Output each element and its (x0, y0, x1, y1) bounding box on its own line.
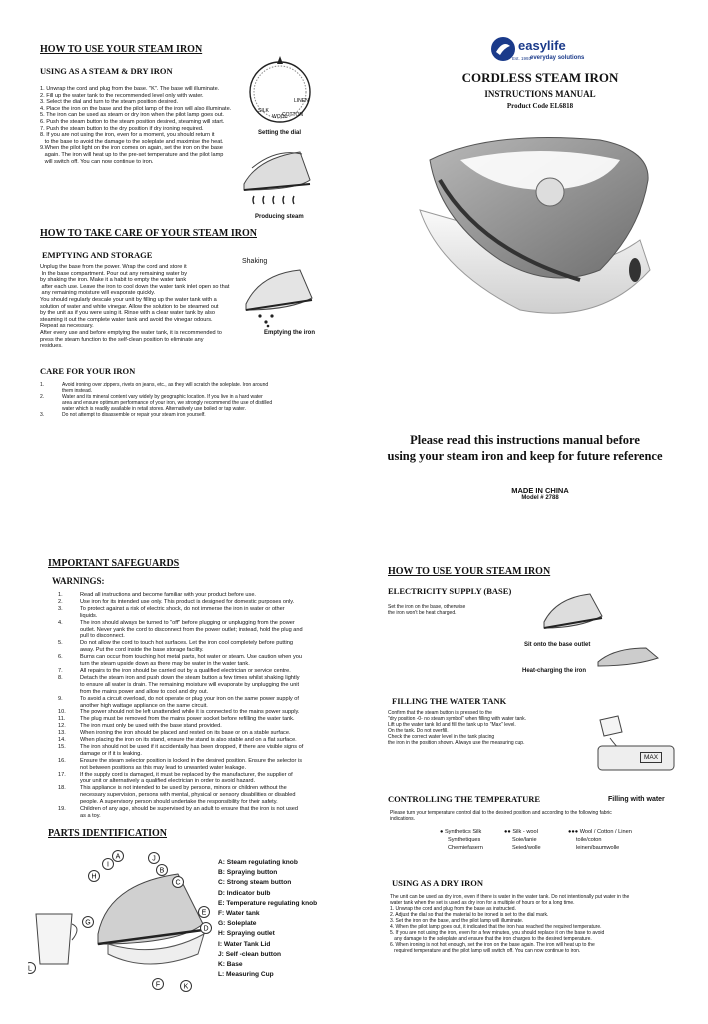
caption-setting-dial: Setting the dial (258, 130, 302, 136)
item-number (58, 813, 80, 820)
text-line: J: Self -clean button (218, 950, 282, 958)
care-for-iron-heading: CARE FOR YOUR IRON (40, 366, 136, 376)
item-number: 16. (58, 757, 66, 764)
text-line: "dry position -0- no steam symbol" when filling with water tank. (388, 716, 527, 722)
fabric-column (504, 828, 541, 852)
item-number: 11. (58, 716, 66, 723)
item-text: damage or if it is leaking. (80, 750, 142, 757)
fabric-fr: Synthetiques (448, 837, 481, 843)
base-outlet-illustration (540, 588, 610, 638)
fabric-column (568, 828, 632, 852)
list-item (58, 661, 348, 668)
item-number (58, 751, 80, 758)
part-letter-b: B (159, 867, 165, 875)
item-number (58, 647, 80, 654)
text-line: will switch off. You can now continue to iron. (40, 158, 154, 165)
list-item (58, 613, 348, 620)
item-text: Do not allow the cord to touch hot surfaces. Let the iron cool completely before putting (80, 640, 293, 647)
dial-label-wool: WOOL (272, 114, 288, 120)
steam-dry-subheading: USING AS A STEAM & DRY IRON (40, 66, 173, 76)
item-text: Detach the steam iron and push down the steam button a few times whilst shaking lightly (80, 674, 300, 681)
list-item (58, 765, 348, 772)
item-number: 8. (58, 674, 63, 681)
item-text: Read all instructions and become familiar with your product before use. (80, 592, 256, 598)
text-line: Unplug the base from the power. Wrap the cord and store it (40, 264, 187, 270)
text-line: In the base compartment. Pour out any remaining water by (40, 270, 188, 277)
heat-charge-illustration (594, 646, 664, 668)
list-item (58, 737, 348, 744)
item-number: 14. (58, 737, 66, 744)
item-text: people. A supervisory person should undertake the responsibility for their safety. (80, 799, 278, 806)
text-line: B: Spraying button (218, 869, 278, 877)
parts-diagram (28, 844, 218, 992)
text-line: Repeat as necessary. (40, 323, 94, 330)
text-line: 7. Push the steam button to the dry position if dry ironing required. (40, 125, 204, 132)
fabric-name: Synthetics Silk (444, 829, 482, 835)
item-text: Water and its mineral content vary widely by geographic location. If you live in a hard water (62, 394, 263, 400)
item-text: The iron should always be turned to "off" before plugging or unplugging from the power (80, 619, 295, 626)
text-line: 2. Fill up the water tank to the recommended level only with water. (40, 92, 204, 99)
item-text: Children of any age, should be supervised by an adult to ensure that the iron is not used (80, 806, 298, 813)
item-number (58, 633, 80, 640)
item-text: from the mains power and allow to cool and dry out. (80, 688, 209, 695)
text-line: 3. Select the dial and turn to the steam position desired. (40, 99, 179, 106)
text-line: indications. (390, 816, 416, 822)
list-item (58, 730, 348, 737)
text-line: steaming it out the complete water tank and avoid the vinegar odours. (40, 316, 213, 323)
cover-iron-photo (400, 120, 660, 330)
text-line: L: Measuring Cup (218, 971, 274, 979)
part-letter-g: G (85, 919, 91, 927)
item-number: 7. (58, 667, 63, 674)
item-text: area and ensure optimum performance of your iron, we strongly recommend the use of distilled (62, 400, 273, 406)
item-text: to ensure all water is drain. The remaining moisture will evaporate by unplugging the unit (80, 681, 300, 688)
list-item (58, 799, 348, 806)
care-heading: HOW TO TAKE CARE OF YOUR STEAM IRON (40, 228, 257, 239)
fabric-name: Silk - wool (512, 829, 538, 835)
part-letter-k: K (183, 983, 189, 991)
made-in-china: MADE IN CHINA (511, 486, 569, 495)
item-text: another high wattage appliance on the same circuit. (80, 702, 208, 709)
item-number (58, 627, 80, 634)
fabric-dots: ●● (504, 829, 511, 835)
item-number: 2. (40, 394, 45, 400)
item-number: 13. (58, 730, 66, 737)
item-text: To avoid a circuit overload, do not operate or plug your iron on the same power supply of (80, 695, 299, 702)
text-line: The unit can be used as dry iron, even if there is water in the water tank. Do not intentionally put water in the (390, 894, 630, 900)
text-line: 9.When the pilot light on the iron comes on again, set the iron on the base (40, 145, 223, 152)
list-item (58, 785, 348, 792)
text-line: 5. The iron can be used as steam or dry iron when the pilot lamp goes out. (40, 112, 224, 119)
temperature-text (390, 810, 650, 822)
parts-heading: PARTS IDENTIFICATION (48, 828, 168, 839)
text-line: 2. Adjust the dial so that the material to be ironed is set to the dial mark. (390, 912, 549, 918)
item-number: 3. (58, 605, 63, 612)
text-line: any remaining moisture will evaporate quickly. (40, 290, 156, 297)
fabric-de: leinen/baumwolle (576, 845, 620, 851)
item-text: The plug must be removed from the mains power socket before refilling the water tank. (80, 716, 295, 723)
item-number (58, 661, 80, 668)
item-text: not between positions as this may lead to unwanted water leakage. (80, 764, 247, 771)
safeguards-heading: IMPORTANT SAFEGUARDS (48, 558, 180, 569)
list-item (58, 668, 348, 675)
list-item (58, 647, 348, 654)
list-item (58, 806, 348, 813)
text-line: water tank when the set is used as dry iron for a multiple of hours or for a long time. (390, 900, 575, 906)
text-line: H: Spraying outlet (218, 930, 275, 938)
text-line: F: Water tank (218, 910, 260, 918)
list-item (58, 682, 348, 689)
item-text: This appliance is not intended to be used by persons, minors or children without the (80, 785, 287, 792)
item-number (58, 689, 80, 696)
warnings-list (58, 592, 348, 820)
read-manual-notice (340, 432, 708, 464)
shaking-label: Shaking (242, 258, 268, 265)
read-line-1: Please read this instructions manual before (410, 433, 640, 447)
item-number: 18. (58, 785, 66, 792)
text-line: After every use and before emptying the water tank, it is recommended to (40, 329, 222, 336)
steam-iron-illustration (236, 140, 316, 214)
parts-list (218, 858, 348, 980)
list-item (58, 627, 348, 634)
item-number: 19. (58, 806, 66, 813)
how-to-use-heading: HOW TO USE YOUR STEAM IRON (40, 44, 203, 55)
part-letter-c: C (175, 879, 181, 887)
item-number (58, 799, 80, 806)
fabric-de: Chemiefasern (448, 845, 483, 851)
text-line: 6. Push the steam button to the steam position desired, steaming will start. (40, 118, 225, 125)
electricity-text (388, 604, 528, 616)
caption-producing-steam: Producing steam (255, 214, 304, 220)
text-line: 5. If you are not using the iron, even for a few minutes, you should replace it on the base to avoid (390, 930, 605, 936)
item-number (58, 613, 80, 620)
fabric-name-row (568, 828, 632, 836)
filling-text (388, 710, 588, 746)
item-number: 9. (58, 695, 63, 702)
item-text: The power should not be left unattended while it is connected to the mains power supply. (80, 709, 300, 716)
item-number: 15. (58, 743, 66, 750)
text-line: On the tank. Do not overfill. (388, 728, 449, 734)
filling-water-illustration (590, 712, 680, 772)
text-line: 1. Unwrap the cord and plug from the base. "K". The base will illuminate. (40, 86, 220, 92)
product-code: Product Code EL6818 (506, 102, 574, 110)
text-line: 4. When the pilot lamp goes out, it indicated that the iron has reached the required temperature. (390, 924, 602, 930)
text-line: Check the correct water level in the tank placing (388, 734, 495, 740)
text-line: A: Steam regulating knob (218, 859, 298, 866)
part-letter-i: I (107, 861, 109, 869)
text-line: 4. Place the iron on the base and the pilot lamp of the iron will also illuminate. (40, 105, 232, 112)
text-line: required temperature and the pilot lamp will switch off. You can now continue to iron. (390, 948, 581, 954)
text-line: residues. (40, 343, 63, 350)
text-line: Please turn your temperature control dial to the desired position and according to the following fabric (390, 810, 612, 816)
care-for-iron-list (40, 382, 290, 418)
item-text: The iron must only be used with the base stand provided. (80, 723, 222, 730)
text-line: by shaking the iron. Make it a habit to empty the water tank (40, 277, 187, 284)
brand-tagline: everyday solutions (530, 55, 585, 61)
fabric-settings (440, 828, 690, 858)
list-item (58, 675, 348, 682)
text-line: 6. When ironing is not hot enough, set the iron on the base again. The iron will heat up to the (390, 942, 595, 948)
dial-label-silk: SILK (258, 108, 269, 114)
item-number: 5. (58, 640, 63, 647)
dial-label-linen: LINEN (294, 98, 309, 104)
item-text: All repairs to the iron should be carried out by a qualified electrician or service centre. (80, 667, 291, 674)
fabric-de: Seied/wolle (512, 845, 541, 851)
list-item (58, 640, 348, 647)
text-line: the iron won't be heat charged. (388, 610, 457, 616)
item-number: 2. (58, 598, 63, 605)
list-item (58, 703, 348, 710)
electricity-heading: ELECTRICITY SUPPLY (BASE) (388, 586, 512, 596)
item-number: 12. (58, 723, 66, 730)
emptying-storage-text (40, 264, 270, 350)
item-text: When ironing the iron should be placed and rested on its base or on a stable surface. (80, 730, 291, 737)
text-line: G: Soleplate (218, 920, 257, 928)
item-text: your unit or alternatively a qualified electrician in order to avoid hazard. (80, 778, 256, 785)
list-item (58, 758, 348, 765)
part-letter-d: D (203, 925, 209, 933)
text-line: the iron in the position shown. Always use the measuring cup. (388, 740, 525, 746)
list-item (58, 792, 348, 799)
item-text: The iron should not be used if it accidentally has been dropped, if there are visible signs of (80, 743, 304, 750)
list-item (58, 689, 348, 696)
filling-heading: FILLING THE WATER TANK (392, 696, 507, 706)
part-letter-e: E (201, 909, 207, 917)
item-number: 17. (58, 771, 66, 778)
text-line: any damage to the soleplate and ensure that the iron charges to the desired temperature. (390, 936, 592, 942)
text-line: I: Water Tank Lid (218, 940, 271, 948)
dial-illustration (244, 50, 316, 132)
item-text: them instead. (62, 388, 93, 394)
item-text: as a toy. (80, 813, 101, 819)
item-number: 3. (40, 412, 45, 418)
dry-iron-text (390, 894, 690, 954)
item-number (58, 703, 80, 710)
text-line: again. The iron will heat up to the pre-set temperature and the pilot lamp (40, 151, 224, 158)
list-item (40, 412, 290, 418)
item-text: necessary supervision, persons with mental, physical or sensory disabilities or disabled (80, 792, 296, 799)
dry-iron-heading: USING AS A DRY IRON (392, 878, 484, 888)
fabric-name-row (440, 828, 483, 836)
fabric-fr: Soie/lanie (512, 837, 537, 843)
text-line: 8. If you are not using the iron, even for a moment, you should return it (40, 132, 215, 139)
text-line: 1. Unwrap the cord and plug from the base as instructed. (390, 906, 516, 912)
item-text: Use iron for its intended use only. This product is designed for domestic purposes only. (80, 598, 295, 605)
list-item (58, 709, 348, 716)
item-number: 4. (58, 619, 63, 626)
item-number: 10. (58, 709, 66, 716)
item-number: 6. (58, 654, 63, 661)
caption-emptying-iron: Emptying the iron (264, 330, 315, 336)
temperature-heading: CONTROLLING THE TEMPERATURE (388, 794, 541, 804)
brand-est: Est. 1993 (512, 56, 532, 61)
item-text: Burns can occur from touching hot metal parts, hot water or steam. Use caution when you (80, 654, 302, 661)
text-line: C: Strong steam button (218, 879, 292, 887)
list-item (58, 723, 348, 730)
item-text: liquids. (80, 612, 98, 619)
read-line-2: using your steam iron and keep for future reference (387, 449, 663, 463)
part-letter-a: A (115, 853, 121, 861)
item-number (58, 792, 80, 799)
part-letter-j: J (152, 855, 156, 863)
fabric-dots: ●●● (568, 829, 579, 835)
list-item (58, 716, 348, 723)
steam-dry-steps (40, 86, 250, 165)
text-line: Set the iron on the base, otherwise (388, 604, 466, 610)
fabric-name: Wool / Cotton / Linen (579, 829, 632, 835)
text-line: K: Base (218, 961, 243, 969)
cover-title: CORDLESS STEAM IRON (461, 70, 619, 85)
list-item (58, 599, 348, 606)
item-number: 1. (58, 592, 63, 598)
item-number (58, 778, 80, 785)
list-item (58, 813, 348, 820)
fabric-dots: ● (440, 829, 444, 835)
item-number (58, 682, 80, 689)
list-item (58, 696, 348, 703)
list-item (58, 778, 348, 785)
item-text: To protect against a risk of electric shock, do not immerse the iron in water or other (80, 605, 285, 612)
text-line: press the steam function to the self-clean position to eliminate any (40, 336, 204, 343)
list-item (58, 751, 348, 758)
cover-manual: INSTRUCTIONS MANUAL (484, 89, 596, 99)
text-line: Confirm that the steam button is pressed to the (388, 710, 492, 716)
text-line: by the unit as if you were using it. Rinse with a clear water tank by also (40, 310, 216, 317)
item-text: When placing the iron on its stand, ensure the stand is also stable and on a flat surface. (80, 737, 297, 744)
item-text: pull to disconnect. (80, 633, 125, 640)
list-item (58, 633, 348, 640)
caption-sit-base: Sit onto the base outlet (524, 642, 591, 648)
list-item (58, 744, 348, 751)
list-item (58, 592, 348, 599)
list-item (58, 606, 348, 613)
caption-heat-charge: Heat-charging the iron (522, 668, 587, 674)
brand-name: easylife (518, 38, 566, 53)
fabric-name-row (504, 828, 541, 836)
item-text: away. Put the cord inside the base storage facility. (80, 647, 204, 654)
emptying-iron-illustration (240, 264, 320, 328)
text-line: D: Indicator bulb (218, 889, 271, 897)
item-number (58, 765, 80, 772)
text-line: after each use. Leave the iron to cool down the water tank inlet open so that (40, 283, 230, 290)
list-item (58, 772, 348, 779)
part-letter-l: L (28, 965, 32, 973)
fabric-fr: toile/coton (576, 837, 602, 843)
item-number: 1. (40, 382, 45, 388)
text-line: to the base to avoid the damage to the soleplate and maximise the heat. (40, 138, 224, 145)
text-line: solution of water and white vinegar. Allow the solution to be steamed out (40, 303, 219, 310)
max-level-label: MAX (640, 752, 662, 763)
text-line: 3. Set the iron on the base, and the pilot lamp will illuminate. (390, 918, 524, 924)
item-text: water which is readily available in retail stores. Alternatively use boiled or tap water. (62, 406, 246, 412)
dial-label-cotton: COTTON (282, 112, 304, 118)
item-text: Avoid ironing over zippers, rivets on jeans, etc., as they will scratch the soleplate. Iron around (62, 382, 269, 388)
list-item (58, 620, 348, 627)
emptying-storage-subheading: EMPTYING AND STORAGE (42, 250, 153, 260)
item-text: If the supply cord is damaged, it must be replaced by the manufacturer, the supplier of (80, 771, 293, 778)
item-text: outlet. Never yank the cord to disconnect from the power outlet; instead, hold the plug and (80, 626, 303, 633)
list-item (58, 654, 348, 661)
item-text: Ensure the steam selector position is locked in the desired position. Ensure the selector is (80, 757, 303, 764)
part-letter-f: F (155, 981, 161, 989)
part-letter-h: H (91, 873, 97, 881)
text-line: E: Temperature regulating knob (218, 899, 318, 907)
text-line: You should regularly descale your unit by filling up the water tank with a (40, 296, 217, 303)
fabric-column (440, 828, 483, 852)
model-number: Model # 2788 (521, 495, 559, 501)
warnings-label: WARNINGS: (52, 576, 105, 586)
item-text: Do not attempt to disassemble or repair your steam iron yourself. (62, 412, 206, 418)
caption-filling-water: Filling with water (608, 796, 665, 803)
item-text: turn the steam upside down as there may be water in the water tank. (80, 661, 250, 668)
text-line: Lift up the water tank lid and fill the tank up to "Max" level. (388, 722, 516, 728)
right-how-to-use-heading: HOW TO USE YOUR STEAM IRON (388, 566, 551, 577)
